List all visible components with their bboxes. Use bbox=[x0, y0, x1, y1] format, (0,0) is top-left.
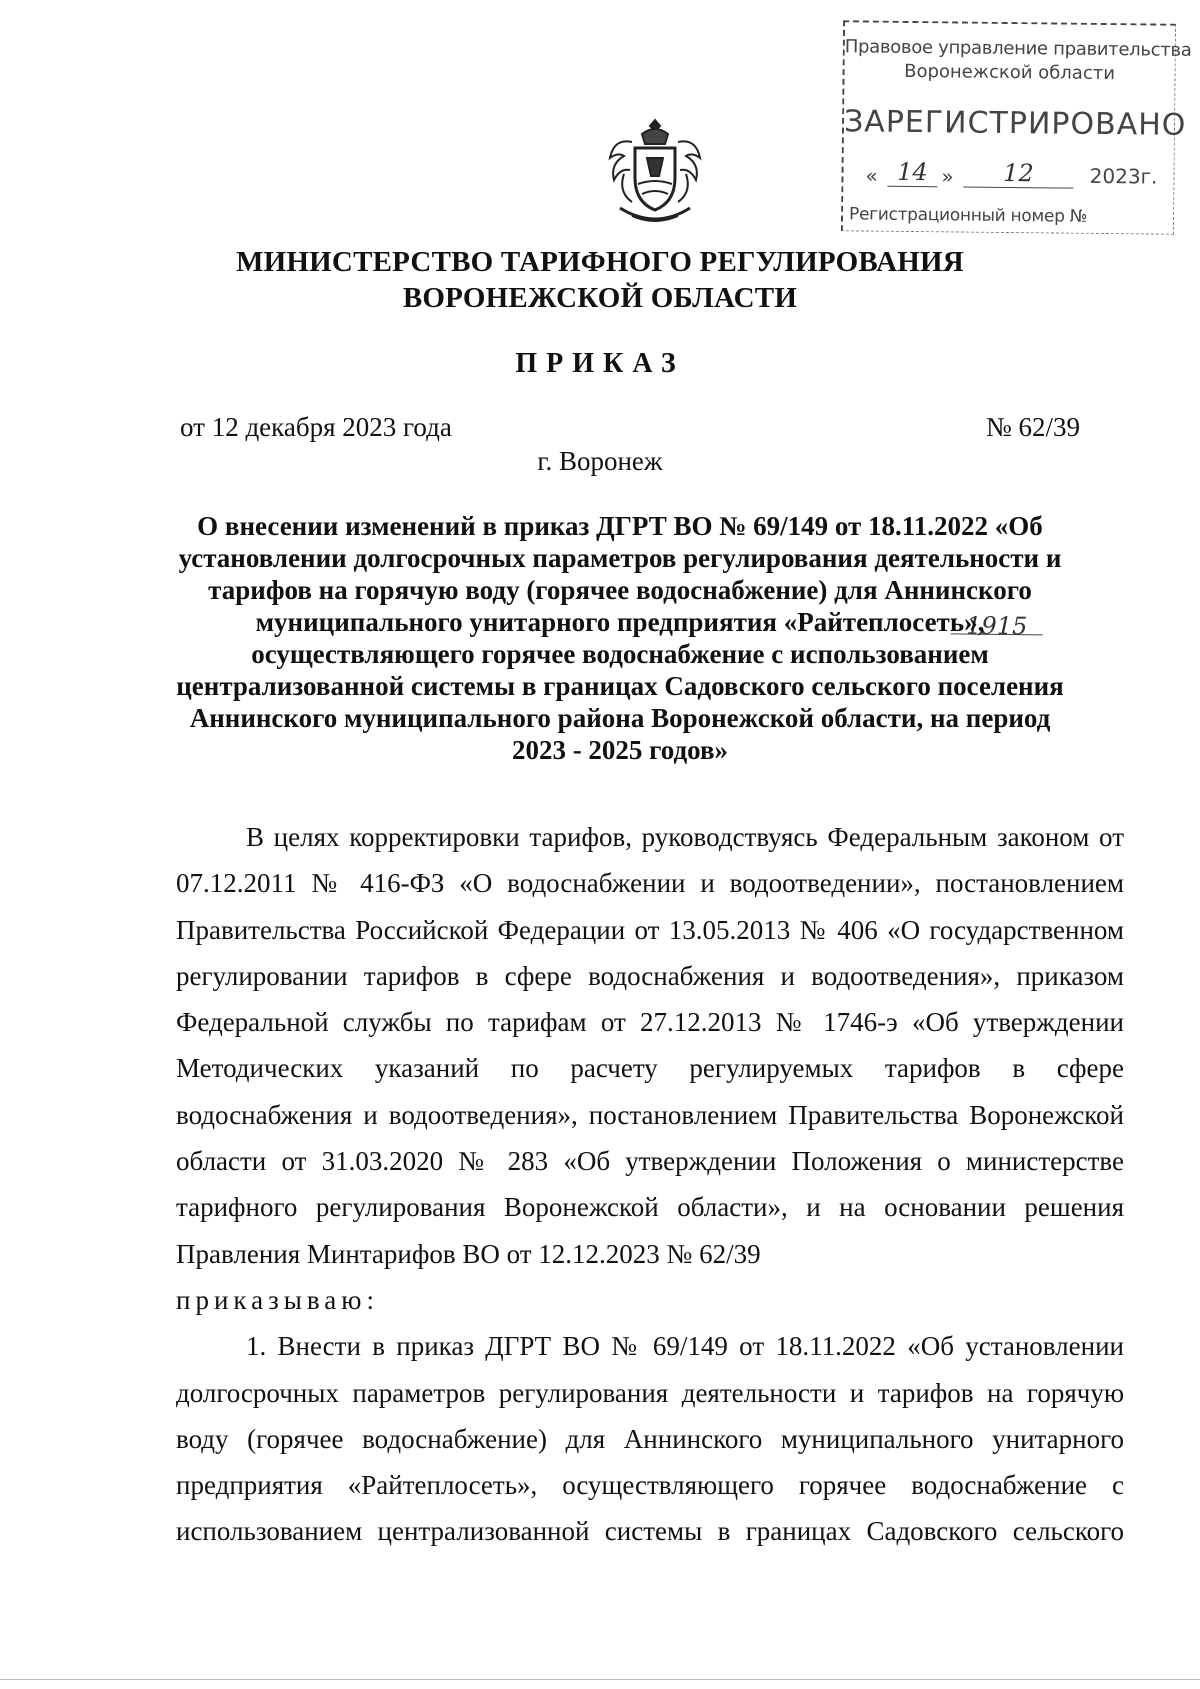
doc-title: О внесении изменений в приказ ДГРТ ВО № 69/149 от 18.11.2022 «Об установлении долгосрочных параметров регулирования деятельности и тарифов на горячую воду (горячее водоснабжение) для Аннинского муниципального унитарного предприятия «Райтеплосеть», осуществляющего горячее водоснабжение с использованием централизованной системы в границах Садовского сельского поселения Аннинского муниципального района Воронежской области, на период 2023 - 2025 годов» bbox=[176, 511, 1064, 765]
stamp-authority-line: Правовое управление правительства bbox=[844, 36, 1192, 61]
page-bottom-edge bbox=[0, 1679, 1200, 1680]
stamp-date bbox=[865, 158, 1163, 197]
stamp-date-day: 14 bbox=[887, 158, 937, 188]
doc-type: ПРИКАЗ bbox=[515, 348, 685, 379]
item-1-paragraph: 1. Внести в приказ ДГРТ ВО № 69/149 от 18.11.2022 «Об установлении долгосрочных параметров регулирования деятельности и тарифов на горячую воду (горячее водоснабжение) для Аннинского муниципального унитарного предприятия «Райтеплосеть», осуществляющего горячее водоснабжение с использованием централизованной системы в границах Садовского сельского bbox=[176, 1331, 1124, 1547]
stamp-date-year: 2023г. bbox=[1089, 163, 1158, 189]
stamp-date-month: 12 bbox=[963, 159, 1073, 189]
coat-of-arms-emblem bbox=[602, 112, 708, 230]
stamp-reg-number: 1915 bbox=[951, 617, 1043, 635]
doc-body bbox=[176, 814, 1124, 1555]
stamp-status: ЗАРЕГИСТРИРОВАНО bbox=[843, 104, 1187, 143]
order-word: приказываю: bbox=[176, 1284, 379, 1315]
doc-date: от 12 декабря 2023 года bbox=[180, 412, 452, 442]
doc-city: г. Воронеж bbox=[537, 446, 663, 476]
org-name-line2: ВОРОНЕЖСКОЙ ОБЛАСТИ bbox=[402, 282, 798, 314]
preamble-paragraph: В целях корректировки тарифов, руководствуясь Федеральным законом от 07.12.2011 № 416-ФЗ «О водоснабжении и водоотведении», постановлением Правительства Российской Федерации от 13.05.2013 № 406 «О государственном регулировании тарифов в сфере водоснабжения и водоотведения», приказом Федеральной службы по тарифам от 27.12.2013 № 1746-э «Об утверждении Методических указаний по расчету регулируемых тарифов в сфере водоснабжения и водоотведения», постановлением Правительства Воронежской области от 31.03.2020 № 283 «Об утверждении Положения о министерстве тарифного регулирования Воронежской области», и на основании решения Правления Минтарифов ВО от 12.12.2023 № 62/39 bbox=[176, 822, 1124, 1269]
stamp-reg-label: Регистрационный номер № bbox=[848, 204, 1088, 227]
stamp-date-quote-close: » bbox=[941, 164, 954, 189]
doc-number: № 62/39 bbox=[985, 412, 1080, 442]
org-name-line1: МИНИСТЕРСТВО ТАРИФНОГО РЕГУЛИРОВАНИЯ bbox=[236, 246, 964, 278]
stamp-region-line: Воронежской области bbox=[904, 60, 1116, 85]
stamp-date-quote-open: « bbox=[865, 163, 878, 188]
